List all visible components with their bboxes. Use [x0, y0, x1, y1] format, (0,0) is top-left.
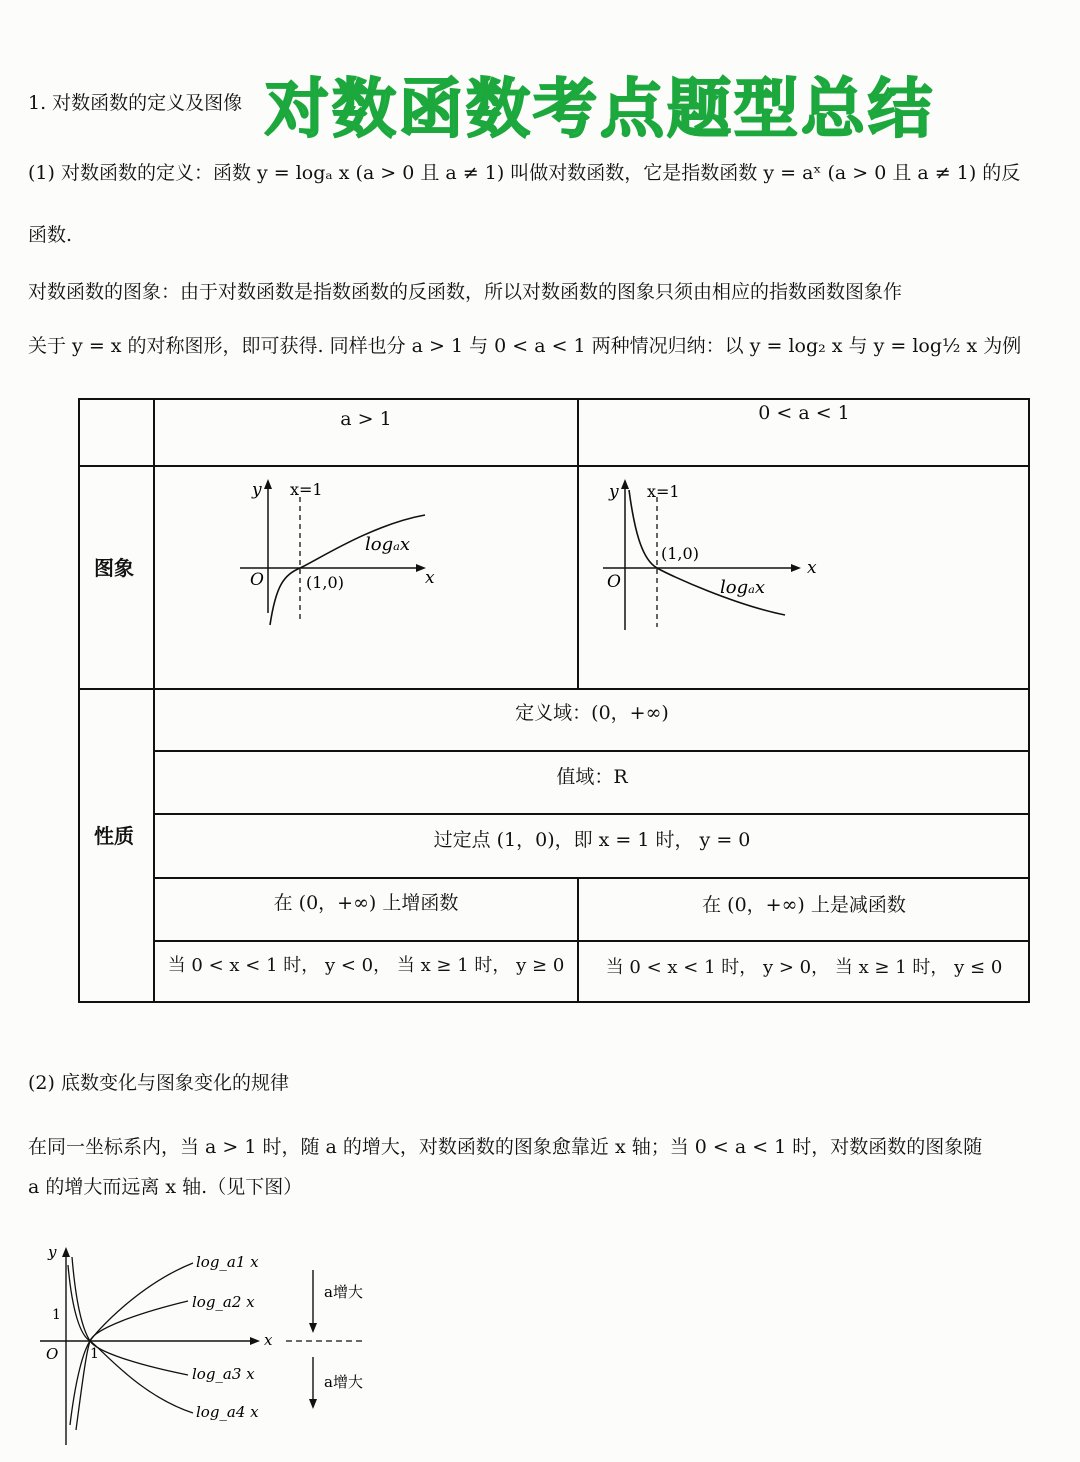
origin-label: O	[607, 572, 621, 592]
origin-label: O	[46, 1345, 59, 1363]
graph-a-gt-1	[220, 475, 520, 635]
section-2-line-1: 在同一坐标系内，当 a > 1 时，随 a 的增大，对数函数的图象愈靠近 x 轴；当 0 < a < 1 时，对数函数的图象随	[28, 1136, 983, 1158]
header-a-gt-1: a > 1	[340, 408, 392, 430]
section-2-heading: (2) 底数变化与图象变化的规律	[28, 1072, 289, 1094]
origin-label: O	[250, 570, 264, 590]
curve-a3-label: log_a3 x	[192, 1365, 255, 1383]
graph-text-line-2: 关于 y = x 的对称图形，即可获得. 同样也分 a > 1 与 0 < a < 1 两种情况归纳：以 y = log₂ x 与 y = log½ x 为例	[28, 335, 1022, 357]
x-one-label: 1	[90, 1346, 99, 1362]
base-change-figure	[28, 1235, 448, 1455]
property-fixed-point: 过定点 (1，0)，即 x = 1 时， y = 0	[433, 829, 751, 851]
property-domain: 定义域：(0，+∞)	[515, 702, 669, 724]
y-one-label: 1	[52, 1307, 61, 1323]
definition-line-1: (1) 对数函数的定义：函数 y = logₐ x (a > 0 且 a ≠ 1) 叫做对数函数，它是指数函数 y = aˣ (a > 0 且 a ≠ 1) 的反	[28, 162, 1021, 184]
axis-y-label: y	[609, 482, 619, 502]
point-label: (1,0)	[306, 573, 344, 592]
header-a-lt-1: 0 < a < 1	[758, 402, 850, 424]
a-increase-down-label: a增大	[324, 1373, 363, 1391]
curve-label: logₐx	[720, 577, 766, 598]
curve-a2-label: log_a2 x	[192, 1293, 255, 1311]
curve-label: logₐx	[365, 534, 411, 555]
curve-a4-label: log_a4 x	[196, 1403, 259, 1421]
row-label-properties: 性质	[94, 824, 134, 848]
axis-x-label: x	[807, 558, 817, 578]
axis-y-label: y	[48, 1243, 57, 1261]
property-increasing: 在 (0，+∞) 上增函数	[273, 892, 459, 914]
page-title: 对数函数考点题型总结	[265, 73, 935, 147]
property-sign-a-gt-1: 当 0 < x < 1 时， y < 0， 当 x ≥ 1 时， y ≥ 0	[167, 955, 565, 976]
vline-label: x=1	[647, 482, 680, 501]
section-2-line-2: a 的增大而远离 x 轴.（见下图）	[28, 1176, 303, 1198]
a-increase-up-label: a增大	[324, 1283, 363, 1301]
section-heading: 1. 对数函数的定义及图像	[28, 92, 243, 114]
property-range: 值域：R	[556, 766, 628, 788]
property-decreasing: 在 (0，+∞) 上是减函数	[702, 894, 906, 916]
axis-x-label: x	[425, 568, 435, 588]
property-sign-a-lt-1: 当 0 < x < 1 时， y > 0， 当 x ≥ 1 时， y ≤ 0	[605, 957, 1003, 978]
axis-x-label: x	[264, 1331, 273, 1349]
curve-a1-label: log_a1 x	[196, 1253, 259, 1271]
row-label-graph: 图象	[94, 556, 134, 580]
definition-line-2: 函数.	[28, 224, 73, 246]
axis-y-label: y	[252, 480, 262, 500]
graph-text-line-1: 对数函数的图象：由于对数函数是指数函数的反函数，所以对数函数的图象只须由相应的指数函数图象作	[28, 281, 903, 303]
point-label: (1,0)	[661, 544, 699, 563]
vline-label: x=1	[290, 480, 323, 499]
graph-a-lt-1	[595, 475, 915, 635]
properties-table	[78, 398, 1030, 1003]
